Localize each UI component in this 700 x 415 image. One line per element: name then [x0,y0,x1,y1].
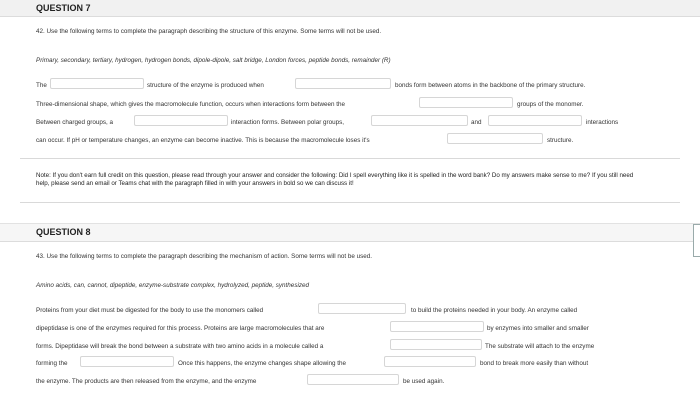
q7-l3-text-d: interactions [586,119,619,126]
q7-blank-5[interactable] [371,115,468,126]
q7-l3-text-a: Between charged groups, a [36,119,114,126]
q7-blank-4[interactable] [134,115,228,126]
divider [20,202,680,203]
q7-l4-text-a: can occur. If pH or temperature changes, an enzyme can become inactive. This is because the macromolecule loses it's [36,137,370,144]
question-7-note: Note: If you don't earn full credit on this question, please read through your answer and consider the following: Did I spell everything like it is spelled in the word bank? Do my answers make sense to me? If you still need help, please send an email or Teams chat with the paragraph filled in with your answers in bold so we can discuss it! [36,172,634,187]
q8-l4-text-c: bond to break more easily than without [480,360,589,367]
q8-l3-text-a: forms. Dipeptidase will break the bond between a substrate with two amino acids in a molecule called a [36,343,324,350]
question-8-header: QUESTION 8 [0,223,700,242]
q7-l4-text-b: structure. [547,137,574,144]
q8-blank-4[interactable] [80,356,174,367]
question-7-prompt: 42. Use the following terms to complete the paragraph describing the structure of this enzyme. Some terms will not be used. [36,28,382,35]
question-7-term-bank: Primary, secondary, tertiary, hydrogen, hydrogen bonds, dipole-dipole, salt bridge, London forces, peptide bonds, remainder (R) [36,57,391,64]
scroll-handle[interactable] [693,224,700,257]
q8-l2-text-a: dipeptidase is one of the enzymes required for this process. Proteins are large macromolecules that are [36,325,325,332]
q8-l1-text-b: to build the proteins needed in your body. An enzyme called [411,307,578,314]
q7-l3-text-c: and [471,119,482,126]
q7-blank-2[interactable] [295,78,391,89]
q8-blank-2[interactable] [390,321,484,332]
question-7-header: QUESTION 7 [0,0,700,17]
q7-l3-text-b: interaction forms. Between polar groups, [231,119,345,126]
q8-l5-text-b: be used again. [403,378,445,385]
q8-blank-3[interactable] [390,339,482,350]
q8-blank-1[interactable] [318,303,406,314]
q7-l2-text-b: groups of the monomer. [517,101,584,108]
q7-blank-3[interactable] [419,97,513,108]
q7-l2-text-a: Three-dimensional shape, which gives the macromolecule function, occurs when interactions form between the [36,101,346,108]
q8-blank-5[interactable] [384,356,476,367]
q8-l2-text-b: by enzymes into smaller and smaller [487,325,589,332]
q8-l3-text-b: The substrate will attach to the enzyme [485,343,595,350]
q8-l4-text-b: Once this happens, the enzyme changes shape allowing the [178,360,347,367]
question-8-term-bank: Amino acids, can, cannot, dipeptide, enzyme-substrate complex, hydrolyzed, peptide, synthesized [36,282,310,289]
divider [20,158,680,159]
q7-l1-text-a: The [36,82,47,89]
q8-l1-text-a: Proteins from your diet must be digested for the body to use the monomers called [36,307,264,314]
q8-l5-text-a: the enzyme. The products are then released from the enzyme, and the enzyme [36,378,257,385]
q7-blank-6[interactable] [488,115,582,126]
q7-l1-text-b: structure of the enzyme is produced when [147,82,264,89]
q7-l1-text-c: bonds form between atoms in the backbone of the primary structure. [395,82,586,89]
q7-blank-1[interactable] [50,78,144,89]
q8-l4-text-a: forming the [36,360,68,367]
q8-blank-6[interactable] [307,374,399,385]
q7-blank-7[interactable] [447,133,543,144]
question-8-prompt: 43. Use the following terms to complete the paragraph describing the mechanism of action. Some terms will not be used. [36,253,373,260]
